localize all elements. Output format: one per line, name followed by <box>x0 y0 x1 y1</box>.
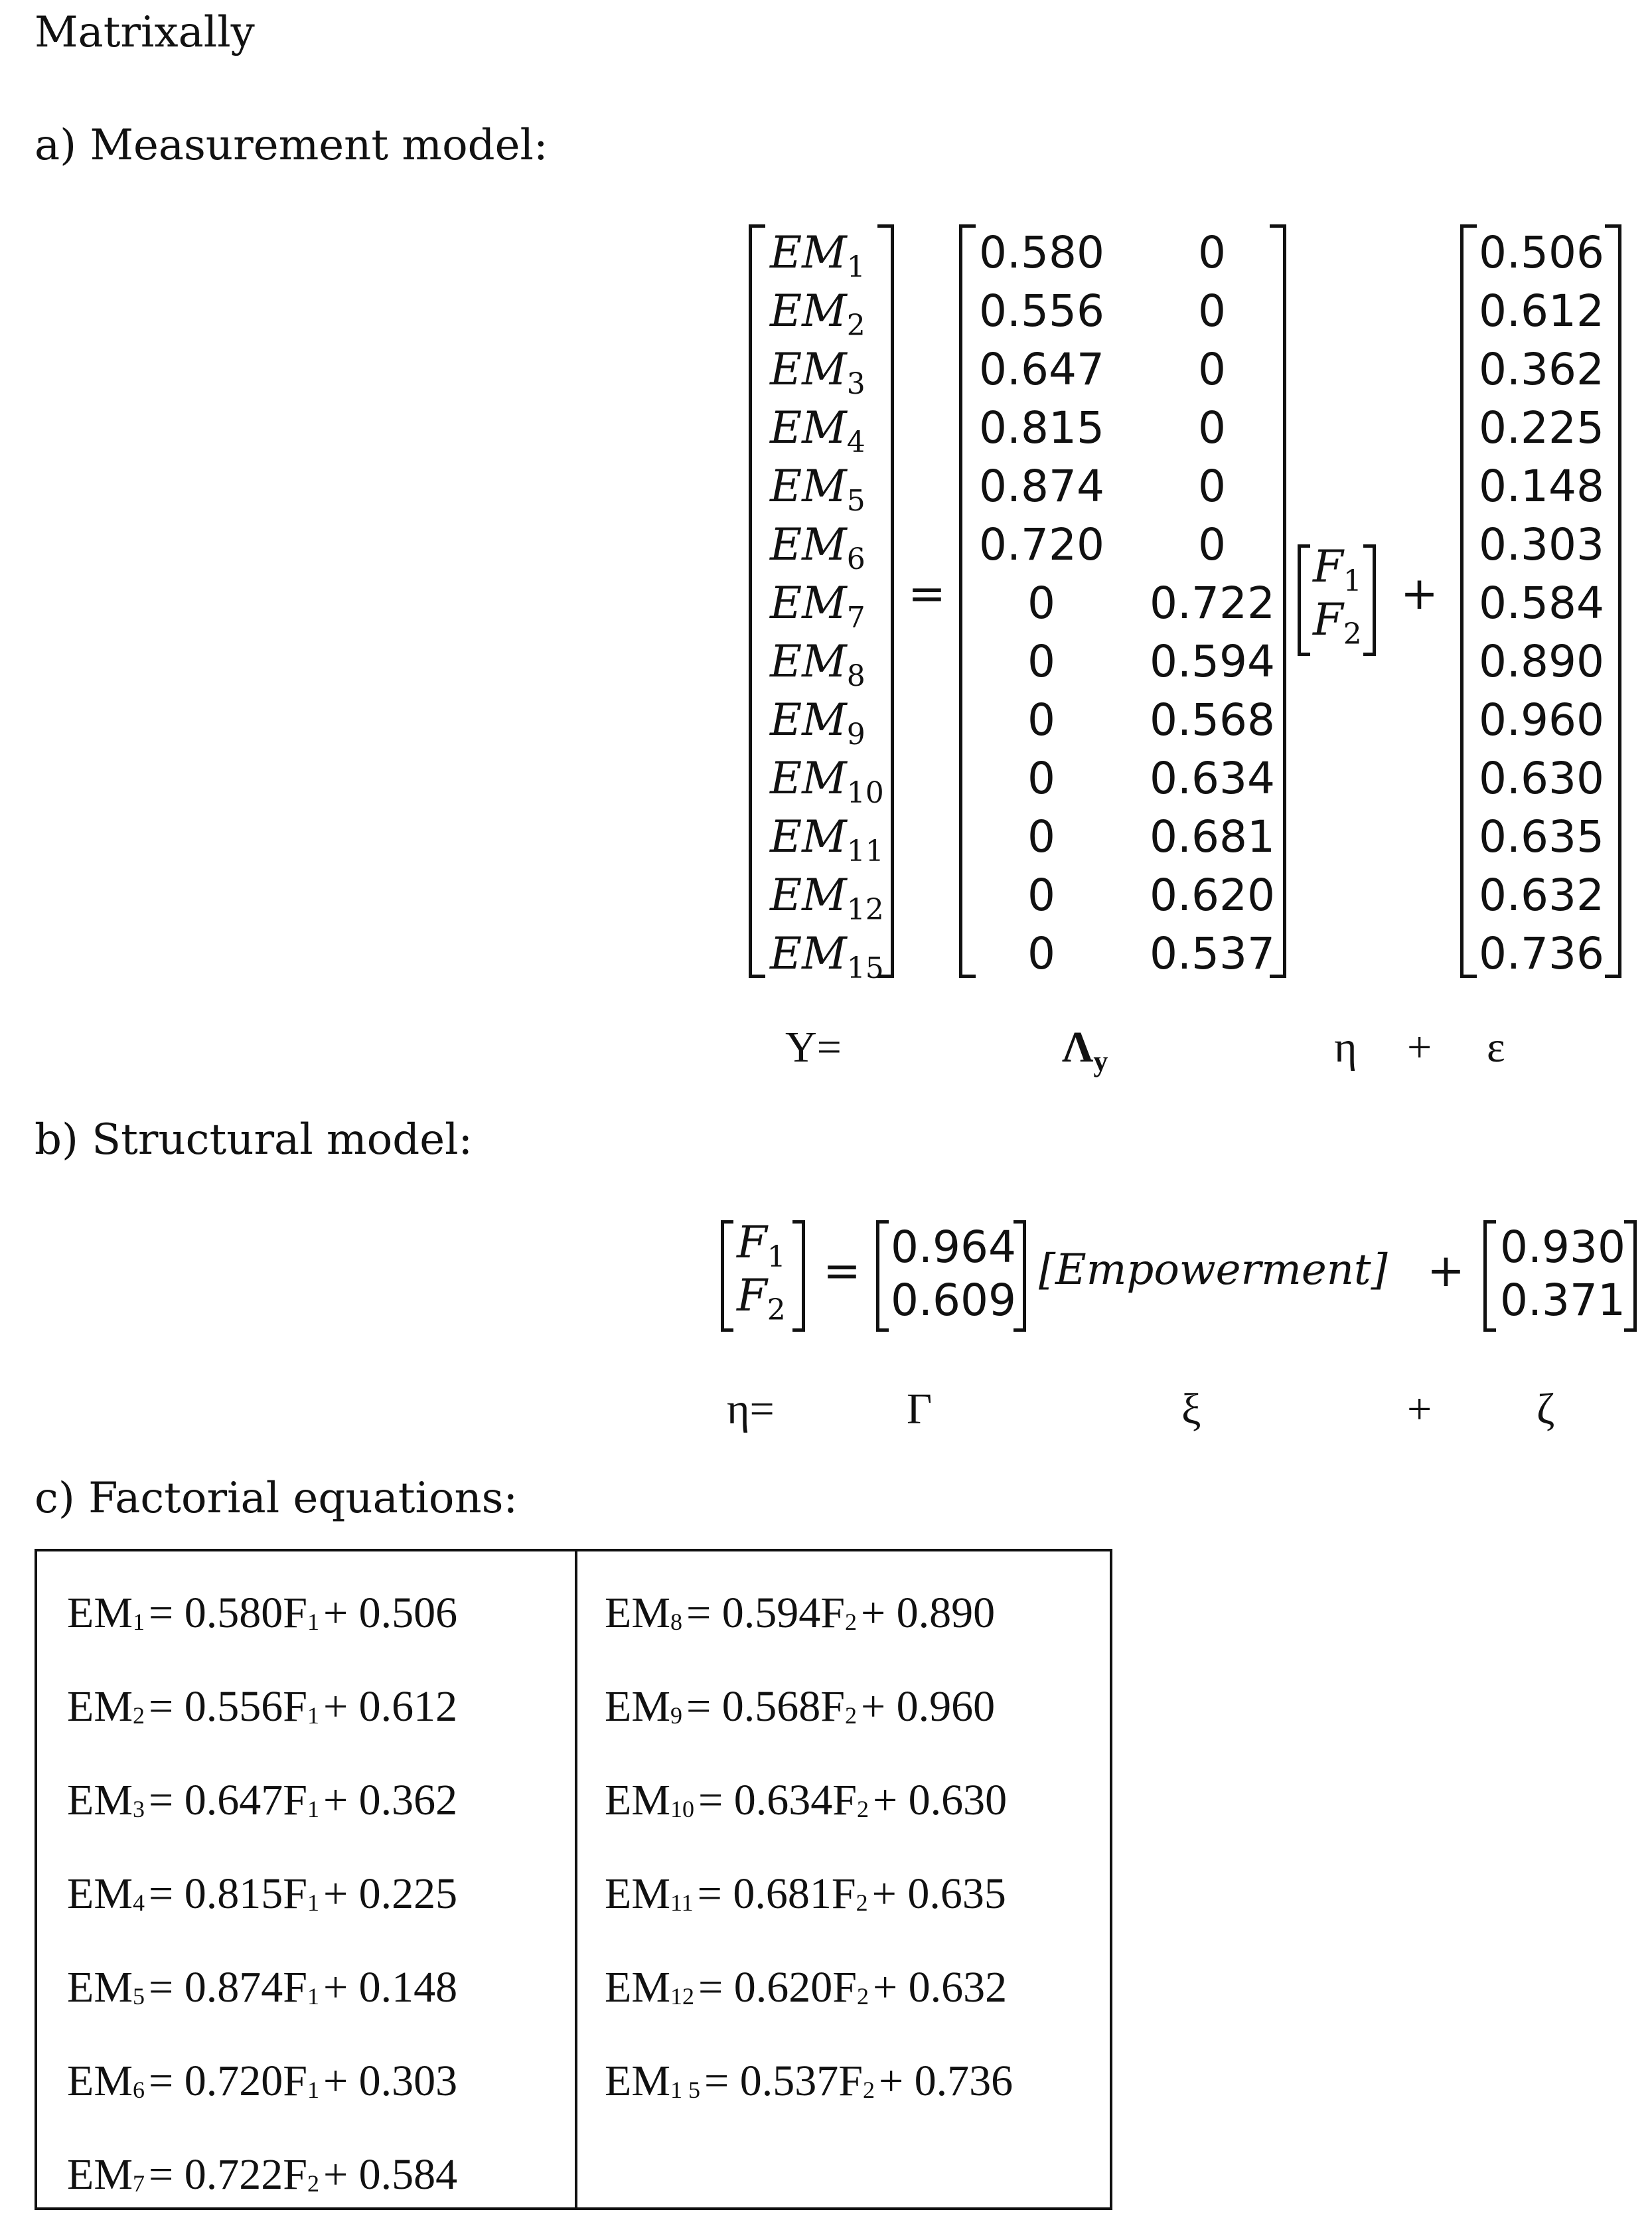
zeta-vector-entry: 0.930 <box>1500 1222 1625 1273</box>
lambda-matrix-cell: 0.681 <box>1150 811 1275 862</box>
factorial-equation: $EM_{1 5}= 0.537F_2+ 0.736$ <box>605 2057 1014 2105</box>
factorial-equations-table <box>35 1549 1112 2210</box>
eta-vector-left-bracket <box>1298 544 1310 656</box>
label-eta-b: η= <box>727 1385 775 1433</box>
lambda-matrix-cell: 0 <box>1027 870 1055 921</box>
epsilon-vector-left-bracket <box>1460 224 1477 978</box>
lambda-matrix-cell: 0 <box>1027 694 1055 746</box>
lambda-matrix-cell: 0 <box>1198 285 1226 337</box>
lambda-matrix-cell: 0 <box>1027 636 1055 687</box>
measurement-equals-sign: = <box>908 568 946 620</box>
label-eta: η <box>1334 1023 1357 1071</box>
section-b-title: b) Structural model: <box>35 1115 473 1164</box>
eta-vector-entry: $F_1$ <box>1313 541 1362 599</box>
zeta-vector-left-bracket <box>1483 1220 1496 1332</box>
lambda-matrix-cell: 0.722 <box>1150 578 1275 629</box>
lambda-matrix-cell: 0.720 <box>979 519 1104 570</box>
label-y: Y= <box>785 1023 842 1071</box>
epsilon-vector-entry: 0.612 <box>1479 285 1604 337</box>
section-c-title: c) Factorial equations: <box>35 1474 518 1523</box>
eta-vector-b-entry: $F_1$ <box>737 1217 786 1275</box>
factorial-equation: $EM_1= 0.580F_1+ 0.506$ <box>67 1589 458 1637</box>
y-vector-entry: $EM_1$ <box>770 227 865 285</box>
y-vector-entry: $EM_2$ <box>770 285 865 343</box>
eta-vector-b-right-bracket <box>792 1220 805 1332</box>
lambda-matrix-cell: 0.556 <box>979 285 1104 337</box>
section-a-title: a) Measurement model: <box>35 121 548 170</box>
lambda-matrix-cell: 0 <box>1198 519 1226 570</box>
eta-vector-right-bracket <box>1363 544 1376 656</box>
lambda-matrix-cell: 0.580 <box>979 227 1104 278</box>
y-vector-entry: $EM_7$ <box>770 578 865 635</box>
y-vector-left-bracket <box>749 224 765 978</box>
structural-equals-sign: = <box>823 1245 861 1297</box>
label-plus-b: + <box>1407 1385 1432 1433</box>
epsilon-vector-entry: 0.635 <box>1479 811 1604 862</box>
lambda-matrix-cell: 0.537 <box>1150 928 1275 979</box>
y-vector-entry: $EM_9$ <box>770 694 865 752</box>
lambda-matrix-cell: 0.874 <box>979 461 1104 512</box>
factorial-equation: $EM_{12}= 0.620F_2+ 0.632$ <box>605 1963 1008 2012</box>
lambda-matrix-cell: 0 <box>1198 461 1226 512</box>
factorial-equation: $EM_{10}= 0.634F_2+ 0.630$ <box>605 1776 1008 1824</box>
epsilon-vector-entry: 0.303 <box>1479 519 1604 570</box>
lambda-matrix-cell: 0.594 <box>1150 636 1275 687</box>
lambda-matrix-cell: 0 <box>1027 753 1055 804</box>
factorial-equation: $EM_8= 0.594F_2+ 0.890$ <box>605 1589 996 1637</box>
y-vector-entry: $EM_3$ <box>770 344 865 402</box>
y-vector-entry: $EM_8$ <box>770 636 865 694</box>
factorial-equation: $EM_7= 0.722F_2+ 0.584$ <box>67 2150 458 2199</box>
label-xi: ξ <box>1181 1385 1201 1433</box>
epsilon-vector-entry: 0.506 <box>1479 227 1604 278</box>
factorial-equation: $EM_{11}= 0.681F_2+ 0.635$ <box>605 1869 1006 1918</box>
epsilon-vector-entry: 0.890 <box>1479 636 1604 687</box>
factorial-equation: $EM_6= 0.720F_1+ 0.303$ <box>67 2057 458 2105</box>
epsilon-vector-entry: 0.362 <box>1479 344 1604 395</box>
label-epsilon: ε <box>1487 1023 1505 1071</box>
epsilon-vector-entry: 0.584 <box>1479 578 1604 629</box>
lambda-matrix-cell: 0 <box>1027 578 1055 629</box>
lambda-matrix-cell: 0 <box>1198 227 1226 278</box>
structural-plus-sign: + <box>1427 1245 1465 1297</box>
zeta-vector-entry: 0.371 <box>1500 1275 1625 1326</box>
factorial-equation: $EM_5= 0.874F_1+ 0.148$ <box>67 1963 458 2012</box>
lambda-matrix-cell: 0 <box>1198 344 1226 395</box>
factorial-equation: $EM_2= 0.556F_1+ 0.612$ <box>67 1682 458 1731</box>
y-vector-entry: $EM_{12}$ <box>770 870 884 927</box>
y-vector-entry: $EM_{15}$ <box>770 928 884 986</box>
gamma-vector-left-bracket <box>876 1220 889 1332</box>
document-heading: Matrixally <box>35 8 255 57</box>
lambda-matrix-cell: 0 <box>1027 928 1055 979</box>
lambda-matrix-cell: 0.815 <box>979 402 1104 453</box>
xi-empowerment: [Empowerment] <box>1039 1245 1388 1295</box>
measurement-plus-sign: + <box>1400 568 1438 620</box>
eta-vector-b-entry: $F_2$ <box>737 1270 786 1328</box>
y-vector-entry: $EM_{11}$ <box>770 811 884 869</box>
label-zeta: ζ <box>1537 1385 1555 1433</box>
epsilon-vector-entry: 0.630 <box>1479 753 1604 804</box>
table-column-divider <box>575 1551 577 2207</box>
lambda-matrix-cell: 0.634 <box>1150 753 1275 804</box>
factorial-equation: $EM_9= 0.568F_2+ 0.960$ <box>605 1682 996 1731</box>
eta-vector-entry: $F_2$ <box>1313 594 1362 652</box>
gamma-vector-entry: 0.609 <box>891 1275 1016 1326</box>
factorial-equation: $EM_3= 0.647F_1+ 0.362$ <box>67 1776 458 1824</box>
epsilon-vector-entry: 0.736 <box>1479 928 1604 979</box>
epsilon-vector-entry: 0.148 <box>1479 461 1604 512</box>
lambda-matrix-cell: 0.620 <box>1150 870 1275 921</box>
lambda-matrix-cell: 0 <box>1027 811 1055 862</box>
zeta-vector-right-bracket <box>1624 1220 1637 1332</box>
lambda-matrix-cell: 0.647 <box>979 344 1104 395</box>
label-plus: + <box>1407 1023 1432 1071</box>
lambda-matrix-left-bracket <box>959 224 976 978</box>
y-vector-entry: $EM_5$ <box>770 461 865 518</box>
label-lambda: $\Lambda_y$ <box>1062 1023 1108 1078</box>
epsilon-vector-entry: 0.632 <box>1479 870 1604 921</box>
epsilon-vector-right-bracket <box>1605 224 1621 978</box>
y-vector-entry: $EM_{10}$ <box>770 753 884 811</box>
y-vector-entry: $EM_6$ <box>770 519 865 577</box>
factorial-equation: $EM_4= 0.815F_1+ 0.225$ <box>67 1869 458 1918</box>
label-gamma: Γ <box>907 1385 933 1433</box>
gamma-vector-entry: 0.964 <box>891 1222 1016 1273</box>
lambda-matrix-cell: 0.568 <box>1150 694 1275 746</box>
epsilon-vector-entry: 0.960 <box>1479 694 1604 746</box>
lambda-matrix-cell: 0 <box>1198 402 1226 453</box>
epsilon-vector-entry: 0.225 <box>1479 402 1604 453</box>
y-vector-entry: $EM_4$ <box>770 402 865 460</box>
eta-vector-b-left-bracket <box>721 1220 733 1332</box>
